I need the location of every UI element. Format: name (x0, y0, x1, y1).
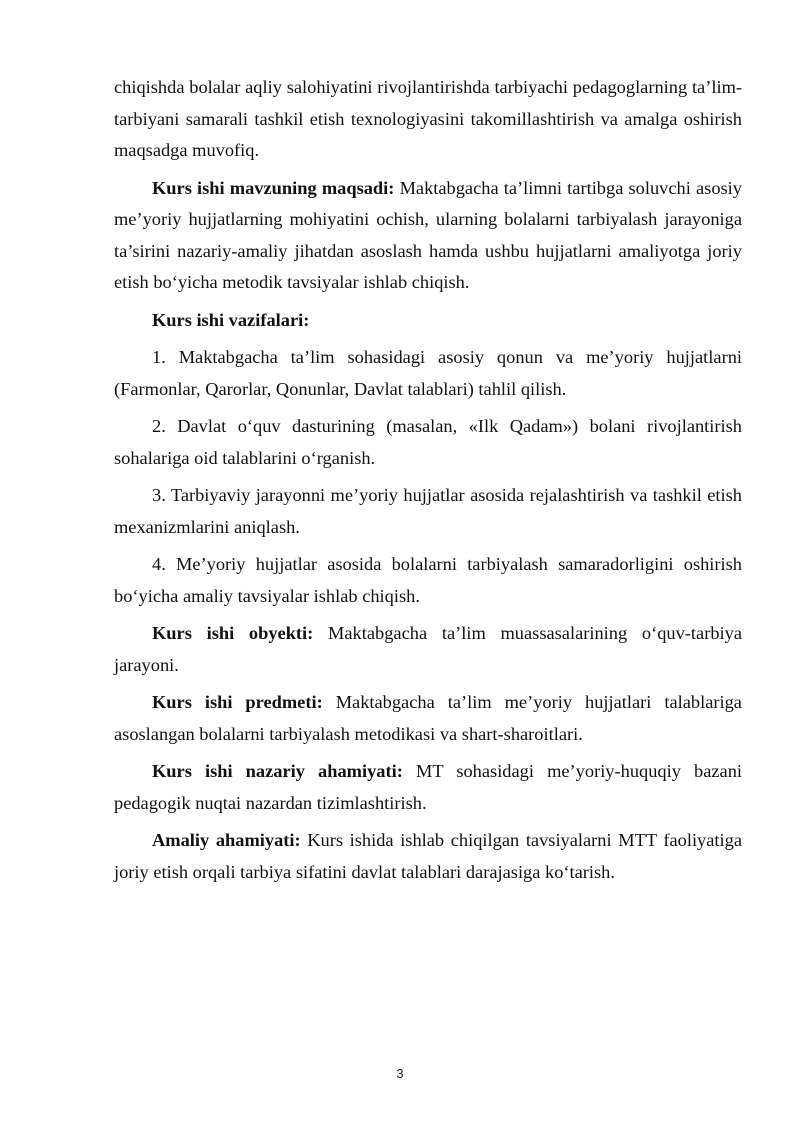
subject-paragraph (114, 687, 742, 750)
task-item-1 (114, 342, 742, 405)
task-text: 1. Maktabgacha ta’lim sohasidagi asosiy qonun va me’yoriy hujjatlarni (Farmonlar, Qarorlar, Qonunlar, Davlat talablari) tahlil qilish. (114, 347, 742, 399)
goal-heading: Kurs ishi mavzuning maqsadi: (152, 177, 395, 198)
theoretical-text: MT sohasidagi me’yoriy-huquqiy bazani pedagogik nuqtai nazardan tizimlashtirish. (114, 761, 742, 813)
task-item-2 (114, 411, 742, 474)
task-item-3 (114, 480, 742, 543)
task-text: 2. Davlat o‘quv dasturining (masalan, «Ilk Qadam») bolani rivojlantirish sohalariga oid talablarini o‘rganish. (114, 416, 742, 468)
tasks-heading: Kurs ishi vazifalari: (152, 309, 310, 330)
intro-text: chiqishda bolalar aqliy salohiyatini rivojlantirishda tarbiyachi pedagoglarning ta’lim-tarbiyani samarali tashkil etish texnologiyasini takomillashtirish va amalga oshirish maqsadga muvofiq. (114, 77, 742, 160)
theoretical-heading: Kurs ishi nazariy ahamiyati: (152, 761, 403, 781)
task-text: 3. Tarbiyaviy jarayonni me’yoriy hujjatlar asosida rejalashtirish va tashkil etish mexanizmlarini aniqlash. (114, 485, 742, 537)
document-page (114, 72, 742, 894)
intro-paragraph (114, 72, 742, 167)
practical-paragraph (114, 825, 742, 888)
subject-text: Maktabgacha ta’lim me’yoriy hujjatlari talablariga asoslangan bolalarni tarbiyalash metodikasi va shart-sharoitlari. (114, 692, 742, 744)
subject-heading: Kurs ishi predmeti: (152, 692, 323, 712)
practical-heading: Amaliy ahamiyati: (152, 830, 301, 850)
practical-text: Kurs ishida ishlab chiqilgan tavsiyalarni MTT faoliyatiga joriy etish orqali tarbiya sifatini davlat talablari darajasiga ko‘tarish. (114, 830, 742, 882)
object-paragraph (114, 618, 742, 681)
theoretical-paragraph (114, 756, 742, 819)
task-text: 4. Me’yoriy hujjatlar asosida bolalarni tarbiyalash samaradorligini oshirish bo‘yicha amaliy tavsiyalar ishlab chiqish. (114, 554, 742, 606)
tasks-heading-paragraph (114, 305, 742, 337)
page-number: 3 (396, 1066, 404, 1081)
object-heading: Kurs ishi obyekti: (152, 623, 314, 643)
object-text: Maktabgacha ta’lim muassasalarining o‘quv-tarbiya jarayoni. (114, 623, 742, 675)
task-item-4 (114, 549, 742, 612)
goal-text: Maktabgacha ta’limni tartibga soluvchi asosiy me’yoriy hujjatlarning mohiyatini ochish, ularning bolalarni tarbiyalash jarayoniga ta’sirini nazariy-amaliy jihatdan asoslash hamda ushbu hujjatlarni amaliyotga joriy etish bo‘yicha metodik tavsiyalar ishlab chiqish. (114, 177, 742, 292)
goal-paragraph (114, 173, 742, 299)
